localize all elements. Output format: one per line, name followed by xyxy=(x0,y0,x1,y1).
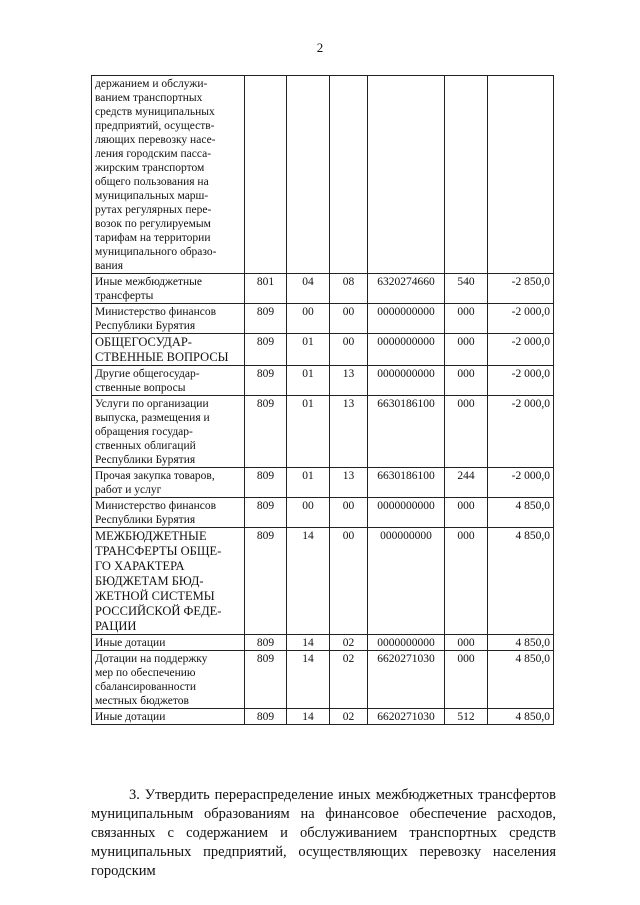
cell-expense-type xyxy=(445,76,488,274)
cell-name xyxy=(92,498,245,528)
cell-section xyxy=(287,468,330,498)
budget-table xyxy=(91,75,554,725)
cell-amount-text: -2 000,0 xyxy=(511,368,550,380)
cell-subsection xyxy=(330,396,368,468)
cell-admin-code xyxy=(245,468,287,498)
cell-name-text: Услуги по организации выпуска, размещения и обращения государ- ственных облигаций Республики Бурятия xyxy=(95,398,210,466)
cell-expense-type xyxy=(445,274,488,304)
cell-amount xyxy=(488,528,554,635)
cell-expense-type-text: 000 xyxy=(457,306,475,318)
cell-target-article-text: 0000000000 xyxy=(377,500,435,512)
cell-subsection-text: 00 xyxy=(342,336,355,348)
cell-subsection-text: 00 xyxy=(342,530,355,542)
cell-amount-text: -2 000,0 xyxy=(511,470,550,482)
cell-admin-code xyxy=(245,366,287,396)
budget-table-body xyxy=(92,76,554,725)
cell-subsection-text: 08 xyxy=(342,276,355,288)
cell-amount-text: 4 850,0 xyxy=(515,500,550,512)
cell-admin-code-text: 809 xyxy=(256,711,275,723)
cell-subsection xyxy=(330,274,368,304)
cell-expense-type xyxy=(445,651,488,709)
cell-amount-text: -2 000,0 xyxy=(511,306,550,318)
cell-target-article-text: 6620271030 xyxy=(377,711,435,723)
cell-name xyxy=(92,334,245,366)
cell-name xyxy=(92,76,245,274)
cell-subsection xyxy=(330,334,368,366)
cell-section-text: 04 xyxy=(302,276,314,288)
cell-admin-code xyxy=(245,651,287,709)
cell-expense-type-text: 000 xyxy=(457,336,475,348)
cell-name-text: Иные дотации xyxy=(95,711,166,723)
cell-target-article xyxy=(368,304,445,334)
cell-subsection-text: 13 xyxy=(342,470,355,482)
cell-admin-code xyxy=(245,498,287,528)
cell-target-article xyxy=(368,635,445,651)
cell-expense-type-text: 000 xyxy=(457,398,475,410)
cell-admin-code xyxy=(245,528,287,635)
cell-subsection xyxy=(330,366,368,396)
cell-admin-code-text: 809 xyxy=(256,306,275,318)
cell-section-text: 14 xyxy=(302,711,314,723)
cell-name xyxy=(92,396,245,468)
cell-name xyxy=(92,635,245,651)
cell-expense-type-text: 244 xyxy=(457,470,475,482)
cell-admin-code xyxy=(245,635,287,651)
cell-admin-code xyxy=(245,709,287,725)
page-number: 2 xyxy=(316,40,324,55)
cell-admin-code xyxy=(245,396,287,468)
cell-name-text: Прочая закупка товаров, работ и услуг xyxy=(95,470,215,496)
cell-amount xyxy=(488,304,554,334)
cell-amount xyxy=(488,366,554,396)
cell-section-text: 01 xyxy=(302,398,314,410)
cell-section xyxy=(287,334,330,366)
cell-expense-type xyxy=(445,528,488,635)
table-row xyxy=(92,468,554,498)
cell-target-article-text: 0000000000 xyxy=(377,306,435,318)
cell-amount xyxy=(488,334,554,366)
cell-subsection xyxy=(330,709,368,725)
table-row xyxy=(92,274,554,304)
cell-subsection xyxy=(330,635,368,651)
cell-expense-type-text: 512 xyxy=(457,711,475,723)
cell-section xyxy=(287,528,330,635)
table-row xyxy=(92,528,554,635)
cell-admin-code-text: 809 xyxy=(256,500,275,512)
cell-name-text: Министерство финансов Республики Бурятия xyxy=(95,500,217,526)
table-row xyxy=(92,498,554,528)
cell-subsection-text: 02 xyxy=(342,711,355,723)
cell-target-article-text: 6620271030 xyxy=(377,653,435,665)
cell-amount-text: -2 850,0 xyxy=(511,276,550,288)
cell-section xyxy=(287,709,330,725)
cell-expense-type xyxy=(445,366,488,396)
cell-subsection-text: 13 xyxy=(342,398,355,410)
cell-section-text: 14 xyxy=(302,530,314,542)
cell-section xyxy=(287,274,330,304)
cell-name xyxy=(92,274,245,304)
cell-target-article-text: 0000000000 xyxy=(377,637,435,649)
cell-name-text: Иные межбюджетные трансферты xyxy=(95,276,202,302)
cell-target-article-text: 6630186100 xyxy=(377,398,435,410)
table-row xyxy=(92,651,554,709)
cell-admin-code xyxy=(245,274,287,304)
cell-expense-type xyxy=(445,304,488,334)
cell-admin-code-text: 809 xyxy=(256,530,275,542)
cell-amount xyxy=(488,274,554,304)
cell-amount-text: 4 850,0 xyxy=(515,653,550,665)
cell-section xyxy=(287,304,330,334)
cell-target-article xyxy=(368,334,445,366)
cell-expense-type xyxy=(445,709,488,725)
cell-section-text: 01 xyxy=(302,368,314,380)
cell-name-text: Дотации на поддержку мер по обеспечению сбалансированности местных бюджетов xyxy=(95,653,208,707)
cell-expense-type-text: 000 xyxy=(457,530,475,542)
cell-name-text: держанием и обслужи- ванием транспортных средств муниципальных предприятий, осуществ- ляющих перевозку насе- ления городским пасса- жирским транспортом общего пользования на муниципальных марш- рутах регулярных пере- возок по регулируемым тарифам на территории муниципального образо- вания xyxy=(95,78,217,272)
cell-subsection xyxy=(330,76,368,274)
table-row xyxy=(92,396,554,468)
cell-target-article-text: 0000000000 xyxy=(377,336,435,348)
cell-section xyxy=(287,498,330,528)
table-row xyxy=(92,635,554,651)
cell-target-article-text: 6630186100 xyxy=(377,470,435,482)
cell-section-text: 14 xyxy=(302,637,314,649)
cell-target-article-text: 6320274660 xyxy=(377,276,435,288)
cell-target-article xyxy=(368,528,445,635)
cell-target-article xyxy=(368,274,445,304)
cell-section-text: 00 xyxy=(302,500,314,512)
cell-name-text: Другие общегосудар- ственные вопросы xyxy=(95,368,200,394)
cell-subsection xyxy=(330,468,368,498)
cell-section xyxy=(287,635,330,651)
cell-admin-code xyxy=(245,334,287,366)
cell-subsection-text: 13 xyxy=(342,368,355,380)
body-paragraph: 3. Утвердить перераспределение иных межбюджетных трансфертов муниципальным образованиям на финансовое обеспечение расходов, связанных с содержанием и обслуживанием транспортных средств муниципальных предприятий, осуществляющих перевозку населения городским xyxy=(91,786,556,879)
table-row xyxy=(92,76,554,274)
table-row xyxy=(92,709,554,725)
cell-target-article xyxy=(368,468,445,498)
cell-expense-type-text: 000 xyxy=(457,500,475,512)
cell-subsection-text: 00 xyxy=(342,306,355,318)
cell-name xyxy=(92,528,245,635)
cell-subsection-text: 02 xyxy=(342,653,355,665)
cell-admin-code-text: 809 xyxy=(256,470,275,482)
cell-section-text: 14 xyxy=(302,653,314,665)
cell-admin-code xyxy=(245,304,287,334)
cell-target-article-text: 000000000 xyxy=(380,530,432,542)
cell-amount-text: -2 000,0 xyxy=(511,398,550,410)
cell-admin-code-text: 809 xyxy=(256,653,275,665)
cell-expense-type-text: 540 xyxy=(457,276,475,288)
cell-section xyxy=(287,366,330,396)
cell-name-text: Иные дотации xyxy=(95,637,166,649)
cell-admin-code-text: 809 xyxy=(256,637,275,649)
cell-amount xyxy=(488,468,554,498)
cell-admin-code-text: 801 xyxy=(256,276,275,288)
cell-name xyxy=(92,366,245,396)
cell-name xyxy=(92,304,245,334)
cell-section xyxy=(287,651,330,709)
cell-section-text: 00 xyxy=(302,306,314,318)
cell-admin-code-text: 809 xyxy=(256,368,275,380)
cell-section-text: 01 xyxy=(302,336,314,348)
cell-amount xyxy=(488,396,554,468)
cell-expense-type-text: 000 xyxy=(457,368,475,380)
cell-target-article xyxy=(368,76,445,274)
cell-subsection xyxy=(330,304,368,334)
cell-expense-type-text: 000 xyxy=(457,653,475,665)
cell-target-article xyxy=(368,396,445,468)
table-row xyxy=(92,304,554,334)
cell-admin-code-text: 809 xyxy=(256,336,275,348)
cell-name xyxy=(92,651,245,709)
cell-admin-code-text: 809 xyxy=(256,398,275,410)
cell-amount xyxy=(488,651,554,709)
table-row xyxy=(92,366,554,396)
cell-subsection-text: 00 xyxy=(342,500,355,512)
cell-amount xyxy=(488,76,554,274)
cell-subsection xyxy=(330,651,368,709)
cell-name xyxy=(92,468,245,498)
cell-subsection xyxy=(330,498,368,528)
cell-expense-type xyxy=(445,635,488,651)
cell-name-text: МЕЖБЮДЖЕТНЫЕ ТРАНСФЕРТЫ ОБЩЕ- ГО ХАРАКТЕРА БЮДЖЕТАМ БЮД- ЖЕТНОЙ СИСТЕМЫ РОССИЙСКОЙ ФЕДЕ- РАЦИИ xyxy=(95,529,222,633)
cell-expense-type xyxy=(445,498,488,528)
cell-amount xyxy=(488,498,554,528)
cell-amount xyxy=(488,709,554,725)
cell-amount-text: 4 850,0 xyxy=(515,530,550,542)
cell-expense-type xyxy=(445,334,488,366)
cell-section xyxy=(287,76,330,274)
cell-name-text: Министерство финансов Республики Бурятия xyxy=(95,306,217,332)
cell-amount-text: 4 850,0 xyxy=(515,711,550,723)
cell-expense-type xyxy=(445,468,488,498)
cell-subsection-text: 02 xyxy=(342,637,355,649)
cell-amount-text: 4 850,0 xyxy=(515,637,550,649)
cell-section xyxy=(287,396,330,468)
cell-amount xyxy=(488,635,554,651)
cell-target-article xyxy=(368,709,445,725)
cell-name-text: ОБЩЕГОСУДАР- СТВЕННЫЕ ВОПРОСЫ xyxy=(95,335,229,364)
cell-target-article xyxy=(368,366,445,396)
cell-name xyxy=(92,709,245,725)
cell-target-article xyxy=(368,498,445,528)
cell-admin-code xyxy=(245,76,287,274)
cell-expense-type xyxy=(445,396,488,468)
cell-target-article-text: 0000000000 xyxy=(377,368,435,380)
cell-subsection xyxy=(330,528,368,635)
cell-section-text: 01 xyxy=(302,470,314,482)
cell-expense-type-text: 000 xyxy=(457,637,475,649)
table-row xyxy=(92,334,554,366)
cell-target-article xyxy=(368,651,445,709)
cell-amount-text: -2 000,0 xyxy=(511,336,550,348)
